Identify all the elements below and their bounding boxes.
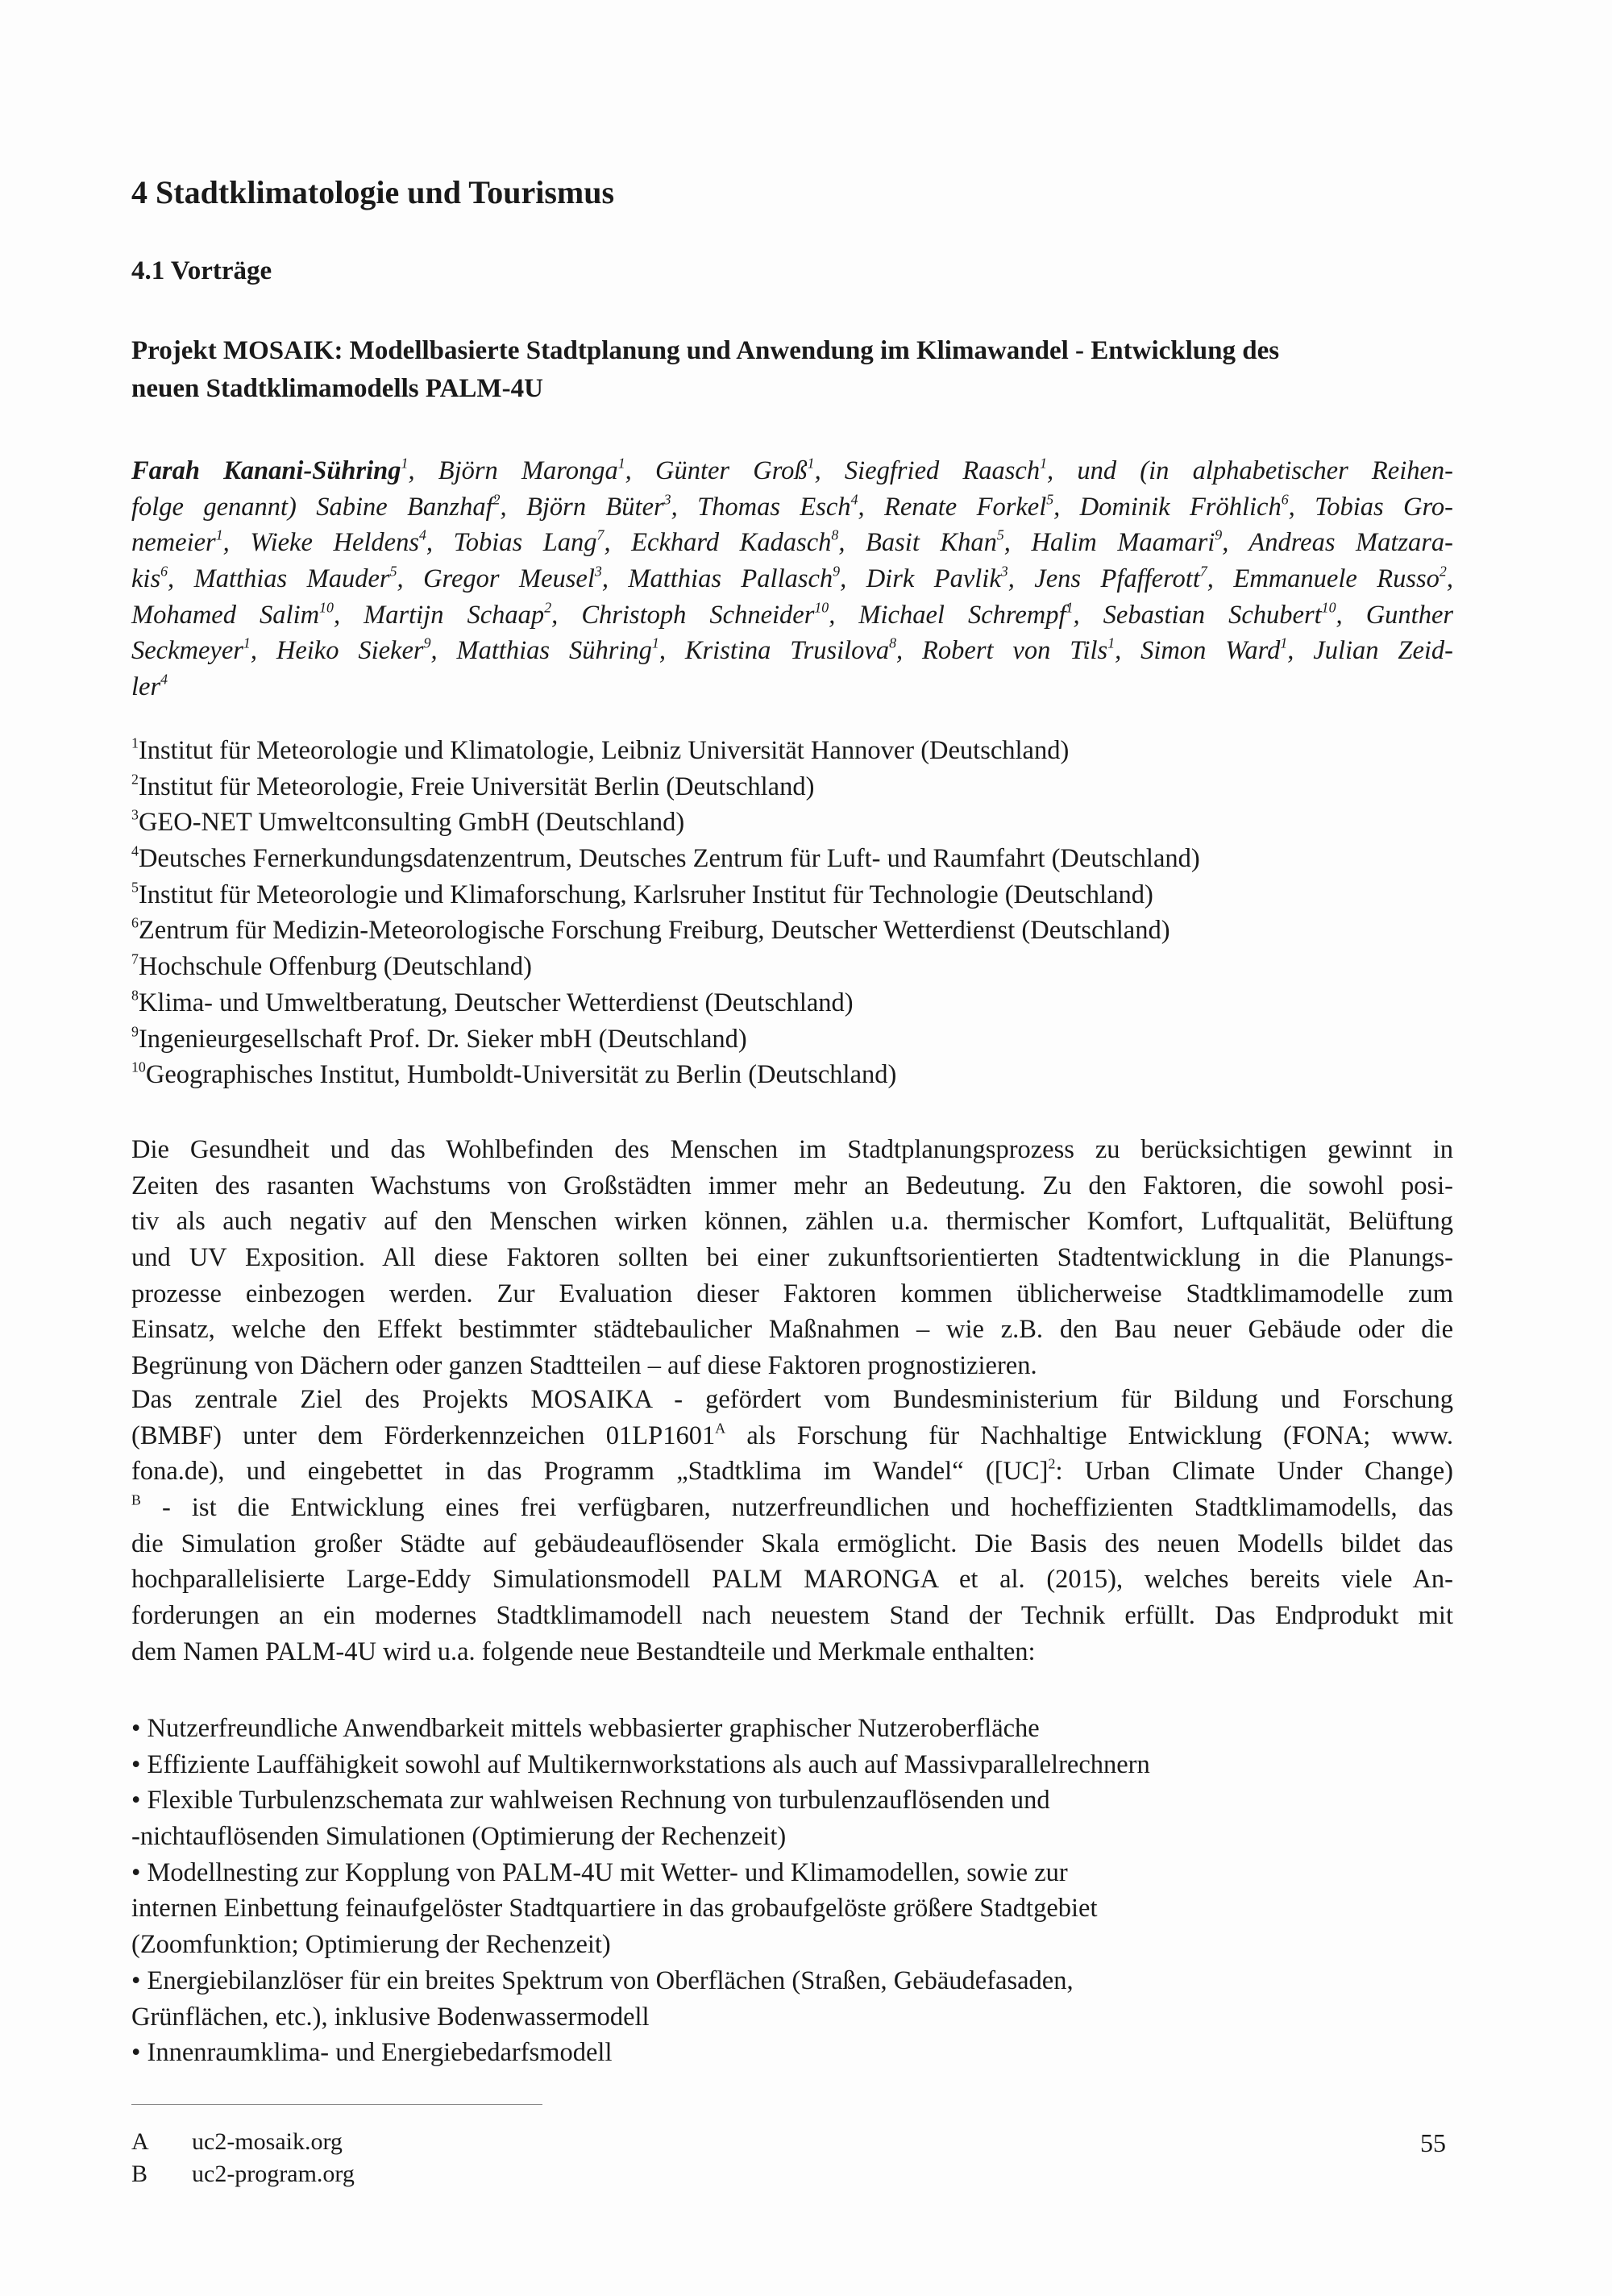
superscript-marker: 4 — [850, 491, 858, 508]
text-segment: : Urban Climate Under Change) — [1055, 1457, 1453, 1487]
text-segment: als Forschung für Nachhaltige Entwicklung (FONA; www. — [725, 1420, 1453, 1450]
text-line — [131, 525, 1453, 561]
footnote-link: uc2-mosaik.org — [192, 2128, 343, 2155]
text-segment: , Wieke Heldens — [222, 528, 419, 558]
article-title — [131, 332, 1461, 408]
text-segment: , — [1446, 564, 1453, 594]
text-segment: Ingenieurgesellschaft Prof. Dr. Sieker mbH (Deutschland) — [138, 1024, 747, 1054]
superscript-marker: 7 — [1199, 563, 1207, 580]
text-segment: , Renate Forkel — [858, 492, 1047, 522]
text-segment: Zentrum für Medizin-Meteorologische Forschung Freiburg, Deutscher Wetterdienst (Deutschland) — [138, 916, 1170, 946]
superscript-marker: 1 — [243, 635, 251, 652]
text-line — [131, 769, 1453, 805]
text-line — [131, 949, 1453, 985]
text-segment: internen Einbettung feinaufgelöster Stadtquartiere in das grobaufgelöste größere Stadtgebiet — [131, 1894, 1098, 1924]
text-line — [131, 1348, 1453, 1384]
text-line — [131, 1490, 1453, 1526]
text-segment: , Martijn Schaap — [333, 600, 545, 630]
superscript-marker: 4 — [160, 671, 168, 688]
text-segment: Seckmeyer — [131, 636, 243, 666]
superscript-marker: 10 — [814, 599, 829, 616]
text-segment: , Björn Maronga — [408, 456, 618, 485]
text-segment: , Björn Büter — [500, 492, 664, 522]
superscript-marker: 5 — [996, 526, 1004, 543]
superscript-marker: 8 — [889, 635, 897, 652]
text-segment: , Matthias Mauder — [168, 564, 390, 594]
text-line — [131, 1204, 1453, 1240]
superscript-marker: 9 — [423, 635, 431, 652]
text-line — [131, 1312, 1453, 1348]
text-line — [131, 1747, 1453, 1783]
text-line — [131, 877, 1453, 913]
text-segment: , Michael Schrempf — [829, 600, 1066, 630]
text-line — [131, 913, 1453, 949]
text-segment: Institut für Meteorologie, Freie Universität Berlin (Deutschland) — [138, 772, 815, 801]
superscript-marker: 6 — [1281, 491, 1289, 508]
body-paragraph-2 — [131, 1382, 1453, 1670]
superscript-marker: 8 — [831, 526, 839, 543]
text-segment: , Halim Maamari — [1003, 528, 1215, 558]
text-segment: • Flexible Turbulenzschemata zur wahlweisen Rechnung von turbulenzauflösenden und — [131, 1786, 1050, 1816]
text-segment: Institut für Meteorologie und Klimaforschung, Karlsruher Institut für Technologie (Deutschland) — [138, 880, 1153, 909]
text-segment: , Robert von Tils — [896, 636, 1108, 666]
text-segment: Grünflächen, etc.), inklusive Bodenwassermodell — [131, 2002, 650, 2032]
superscript-marker: 9 — [131, 1023, 139, 1040]
body-paragraph-1 — [131, 1132, 1453, 1384]
text-line — [131, 1021, 1453, 1058]
superscript-marker: 5 — [389, 563, 397, 580]
text-segment: , Matthias Sühring — [430, 636, 652, 666]
text-segment: • Innenraumklima- und Energiebedarfsmodell — [131, 2038, 613, 2068]
text-segment: , Simon Ward — [1115, 636, 1281, 666]
text-segment: Begrünung von Dächern oder ganzen Stadtteilen – auf diese Faktoren prognostizieren. — [131, 1351, 1037, 1381]
superscript-marker: 10 — [319, 599, 334, 616]
superscript-marker: 3 — [663, 491, 671, 508]
superscript-marker: 1 — [215, 526, 223, 543]
superscript-marker: 3 — [131, 806, 139, 823]
superscript-marker: 1 — [131, 734, 139, 751]
text-segment: • Effiziente Lauffähigkeit sowohl auf Multikernworkstations als auch auf Massivparallelrechnern — [131, 1749, 1150, 1779]
text-segment: , Gunther — [1336, 600, 1454, 630]
text-line — [131, 985, 1453, 1021]
text-segment: , und (in alphabetischer Reihen- — [1047, 456, 1453, 485]
text-line — [131, 1382, 1453, 1418]
author-list — [131, 453, 1453, 705]
footnote-key: B — [131, 2161, 148, 2187]
text-segment: , Jens Pfafferott — [1008, 564, 1200, 594]
text-segment: , Christoph Schneider — [551, 600, 815, 630]
text-segment: , Sebastian Schubert — [1073, 600, 1322, 630]
superscript-marker: 3 — [594, 563, 602, 580]
affiliation-list — [131, 733, 1453, 1093]
feature-bullet-list — [131, 1711, 1453, 2071]
superscript-marker: 10 — [1321, 599, 1336, 616]
superscript-marker: 1 — [617, 455, 625, 472]
superscript-marker: 6 — [131, 915, 139, 932]
superscript-marker: 2 — [131, 771, 139, 788]
text-segment: kis — [131, 564, 161, 594]
superscript-marker: 8 — [131, 987, 139, 1004]
text-segment: -nichtauflösenden Simulationen (Optimierung der Rechenzeit) — [131, 1822, 787, 1852]
chapter-heading: 4 Stadtklimatologie und Tourismus — [131, 174, 615, 210]
text-line — [131, 1132, 1453, 1168]
text-segment: ler — [131, 672, 161, 702]
superscript-marker: 1 — [1107, 635, 1116, 652]
text-line — [131, 561, 1453, 597]
text-line — [131, 1454, 1453, 1490]
text-segment: Die Gesundheit und das Wohlbefinden des Menschen im Stadtplanungsprozess zu berücksichtigen gewinnt in — [131, 1135, 1453, 1164]
superscript-marker: 3 — [1000, 563, 1008, 580]
text-line — [131, 733, 1453, 769]
text-segment: • Energiebilanzlöser für ein breites Spektrum von Oberflächen (Straßen, Gebäudefasaden, — [131, 1965, 1074, 1995]
text-segment: , Basit Khan — [838, 528, 997, 558]
text-segment: hochparallelisierte Large-Eddy Simulationsmodell PALM MARONGA et al. (2015), welches bereits viele An- — [131, 1565, 1453, 1595]
text-segment: - ist die Entwicklung eines frei verfügbaren, nutzerfreundlichen und hocheffizienten Stadtklimamodells, das — [140, 1493, 1453, 1523]
text-line — [131, 1999, 1453, 2036]
text-segment: Mohamed Salim — [131, 600, 320, 630]
superscript-marker: 2 — [544, 599, 552, 616]
text-segment: Institut für Meteorologie und Klimatologie, Leibniz Universität Hannover (Deutschland) — [138, 736, 1070, 765]
text-segment: • Modellnesting zur Kopplung von PALM-4U mit Wetter- und Klimamodellen, sowie zur — [131, 1857, 1068, 1887]
title-line: neuen Stadtklimamodells PALM-4U — [131, 374, 543, 403]
superscript-marker: 1 — [401, 455, 409, 472]
text-line — [131, 1711, 1453, 1747]
text-segment: und UV Exposition. All diese Faktoren sollten bei einer zukunftsorientierten Stadtentwicklung in die Planungs- — [131, 1243, 1453, 1273]
text-segment: Klima- und Umweltberatung, Deutscher Wetterdienst (Deutschland) — [138, 988, 854, 1017]
text-segment: tiv als auch negativ auf den Menschen wirken können, zählen u.a. thermischer Komfort, Luftqualität, Belüftung — [131, 1207, 1453, 1237]
text-segment: GEO-NET Umweltconsulting GmbH (Deutschland) — [138, 808, 685, 838]
text-segment: , Dominik Fröhlich — [1053, 492, 1282, 522]
text-segment: , Kristina Trusilova — [659, 636, 890, 666]
text-line — [131, 805, 1453, 841]
text-line — [131, 1927, 1453, 1963]
text-line — [131, 1276, 1453, 1312]
text-segment: (Zoomfunktion; Optimierung der Rechenzeit) — [131, 1930, 611, 1960]
superscript-marker: 2 — [492, 491, 501, 508]
text-segment: Deutsches Fernerkundungsdatenzentrum, Deutsches Zentrum für Luft- und Raumfahrt (Deutschland) — [138, 844, 1200, 874]
text-segment: , Tobias Lang — [426, 528, 597, 558]
superscript-marker: 2 — [1439, 563, 1447, 580]
text-segment: die Simulation großer Städte auf gebäudeauflösender Skala ermöglicht. Die Basis des neuen Modells bildet das — [131, 1529, 1453, 1558]
text-segment: , Eckhard Kadasch — [604, 528, 832, 558]
text-line — [131, 1526, 1453, 1562]
superscript-marker: 2 — [1048, 1455, 1056, 1472]
text-line — [131, 453, 1453, 489]
text-segment: , Matthias Pallasch — [601, 564, 833, 594]
text-line — [131, 1240, 1453, 1276]
text-segment: (BMBF) unter dem Förderkennzeichen 01LP1601 — [131, 1420, 716, 1450]
text-segment: , Julian Zeid- — [1287, 636, 1453, 666]
text-segment: , Thomas Esch — [671, 492, 851, 522]
text-line — [131, 1562, 1453, 1598]
superscript-marker: 1 — [651, 635, 659, 652]
text-line — [131, 633, 1453, 669]
text-segment: , Andreas Matzara- — [1222, 528, 1454, 558]
text-segment: Das zentrale Ziel des Projekts MOSAIKA - gefördert vom Bundesministerium für Bildung und Forschung — [131, 1385, 1453, 1414]
text-segment: forderungen an ein modernes Stadtklimamodell nach neuestem Stand der Technik erfüllt. Das Endprodukt mit — [131, 1601, 1453, 1631]
footnote-a — [131, 2128, 343, 2156]
text-line — [131, 669, 1453, 705]
footnote-link: uc2-program.org — [192, 2161, 355, 2187]
superscript-marker: 1 — [1280, 635, 1288, 652]
text-line — [131, 1963, 1453, 1999]
superscript-marker: 9 — [833, 563, 841, 580]
text-segment: prozesse einbezogen werden. Zur Evaluation dieser Faktoren kommen üblicherweise Stadtklimamodelle zum — [131, 1279, 1453, 1308]
text-line — [131, 1168, 1453, 1204]
superscript-marker: 1 — [1066, 599, 1074, 616]
text-segment: folge genannt) Sabine Banzhaf — [131, 492, 493, 522]
superscript-marker: 7 — [131, 950, 139, 967]
text-line — [131, 489, 1453, 526]
footnote-key: A — [131, 2128, 149, 2155]
superscript-marker: 5 — [131, 879, 139, 896]
text-segment: Zeiten des rasanten Wachstums von Großstädten immer mehr an Bedeutung. Zu den Faktoren, die sowohl posi- — [131, 1171, 1453, 1200]
superscript-marker: 4 — [418, 526, 426, 543]
text-segment: • Nutzerfreundliche Anwendbarkeit mittels webbasierter graphischer Nutzeroberfläche — [131, 1714, 1040, 1743]
superscript-marker: 1 — [1040, 455, 1048, 472]
text-line — [131, 1057, 1453, 1093]
superscript-marker: 9 — [1215, 526, 1223, 543]
text-line — [131, 1634, 1453, 1670]
text-line — [131, 1598, 1453, 1634]
footnote-divider — [131, 2104, 542, 2105]
page-number: 55 — [1420, 2128, 1446, 2157]
text-segment: , Dirk Pavlik — [840, 564, 1001, 594]
text-line — [131, 1782, 1453, 1819]
superscript-marker: 5 — [1046, 491, 1054, 508]
superscript-marker: A — [715, 1420, 726, 1437]
superscript-marker: 7 — [596, 526, 604, 543]
superscript-marker: 1 — [807, 455, 815, 472]
text-segment: Geographisches Institut, Humboldt-Universität zu Berlin (Deutschland) — [145, 1060, 897, 1090]
text-segment: , Günter Groß — [625, 456, 808, 485]
superscript-marker: B — [131, 1491, 141, 1508]
text-segment: , Emmanuele Russo — [1207, 564, 1440, 594]
text-segment: , Gregor Meusel — [397, 564, 595, 594]
text-segment: nemeier — [131, 528, 216, 558]
text-line — [131, 597, 1453, 634]
text-line — [131, 2035, 1453, 2071]
superscript-marker: 6 — [160, 563, 168, 580]
text-segment: , Siegfried Raasch — [814, 456, 1041, 485]
superscript-marker: 4 — [131, 842, 139, 859]
superscript-marker: 10 — [131, 1059, 146, 1075]
text-line — [131, 841, 1453, 877]
text-line — [131, 1855, 1453, 1891]
title-line: Projekt MOSAIK: Modellbasierte Stadtplanung und Anwendung im Klimawandel - Entwicklung des — [131, 336, 1280, 365]
text-segment: Einsatz, welche den Effekt bestimmter städtebaulicher Maßnahmen – wie z.B. den Bau neuer Gebäude oder die — [131, 1315, 1453, 1345]
footnote-b — [131, 2161, 355, 2188]
text-segment: , Heiko Sieker — [250, 636, 424, 666]
text-line — [131, 1819, 1453, 1855]
text-line — [131, 1418, 1453, 1454]
text-line — [131, 1890, 1453, 1927]
text-segment: dem Namen PALM-4U wird u.a. folgende neue Bestandteile und Merkmale enthalten: — [131, 1637, 1036, 1666]
text-segment: Farah Kanani-Sühring — [131, 456, 401, 485]
text-segment: , Tobias Gro- — [1288, 492, 1454, 522]
text-segment: fona.de), und eingebettet in das Programm „Stadtklima im Wandel“ ([UC] — [131, 1457, 1049, 1487]
section-heading: 4.1 Vorträge — [131, 256, 272, 285]
text-segment: Hochschule Offenburg (Deutschland) — [138, 952, 532, 982]
